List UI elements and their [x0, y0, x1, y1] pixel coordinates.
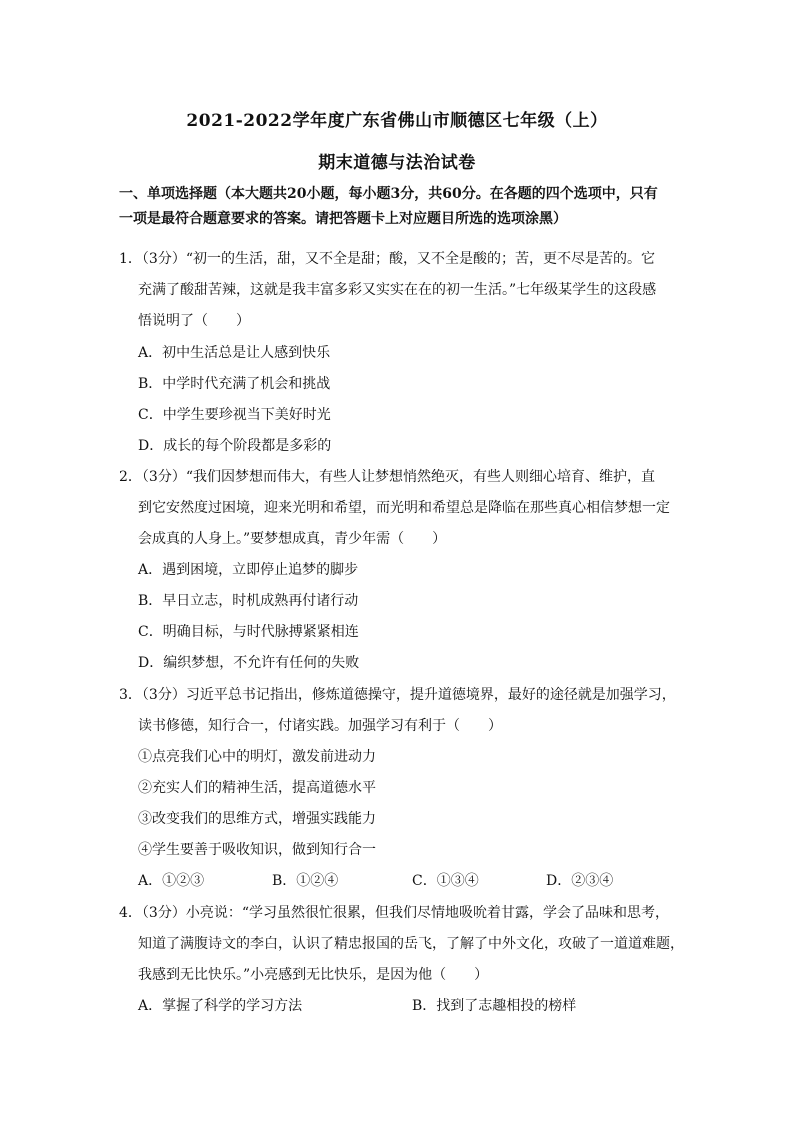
- question-2-option-d: D．编织梦想，不允许有任何的失败: [138, 655, 360, 671]
- question-3-statement-4: ④学生要善于吸收知识，做到知行合一: [138, 842, 376, 858]
- exam-title-line2: 期末道德与法治试卷: [318, 153, 476, 173]
- question-3-answer-b: B．①②④: [272, 873, 339, 889]
- question-3-answer-a: A．①②③: [138, 873, 205, 889]
- question-1-line3: 悟说明了（ ）: [138, 313, 250, 329]
- question-3-statement-2: ②充实人们的精神生活，提高道德水平: [138, 780, 376, 796]
- section-heading-line2: 一项是最符合题意要求的答案。请把答题卡上对应题目所选的选项涂黑）: [119, 211, 567, 227]
- question-4-answer-a: A．掌握了科学的学习方法: [138, 998, 303, 1014]
- question-3-line2: 读书修德，知行合一，付诸实践。加强学习有利于（ ）: [138, 718, 502, 734]
- question-1-option-c: C．中学生要珍视当下美好时光: [138, 407, 331, 423]
- question-1-option-b: B．中学时代充满了机会和挑战: [138, 376, 331, 392]
- section-heading-line1: 一、单项选择题（本大题共20小题，每小题3分，共60分。在各题的四个选项中，只有: [119, 186, 658, 202]
- question-3-answer-c: C．①③④: [412, 873, 479, 889]
- question-2-option-b: B．早日立志，时机成熟再付诸行动: [138, 593, 359, 609]
- question-3-answer-d: D．②③④: [546, 873, 614, 889]
- question-3-statement-3: ③改变我们的思维方式，增强实践能力: [138, 811, 376, 827]
- question-4-line2: 知道了满腹诗文的李白，认识了精忠报国的岳飞，了解了中外文化，攻破了一道道难题，: [138, 936, 684, 952]
- question-4-answer-b: B．找到了志趣相投的榜样: [412, 998, 577, 1014]
- question-1-option-a: A．初中生活总是让人感到快乐: [138, 345, 331, 361]
- question-3-line1: 3．（3分）习近平总书记指出，修炼道德操守，提升道德境界，最好的途径就是加强学习，: [119, 687, 676, 703]
- section-heading: [119, 182, 679, 232]
- question-2-option-a: A．遇到困境，立即停止追梦的脚步: [138, 562, 359, 578]
- question-1-line1: 1．（3分）“初一的生活，甜，又不全是甜；酸，又不全是酸的；苦，更不尽是苦的。它: [119, 251, 655, 267]
- question-1-option-d: D．成长的每个阶段都是多彩的: [138, 438, 332, 454]
- question-3-statement-1: ①点亮我们心中的明灯，激发前进动力: [138, 749, 376, 765]
- question-2-line2: 到它安然度过困境，迎来光明和希望，而光明和希望总是降临在那些真心相信梦想一定: [138, 500, 670, 516]
- question-1-line2: 充满了酸甜苦辣，这就是我丰富多彩又实实在在的初一生活。”七年级某学生的这段感: [138, 282, 657, 298]
- question-4-line3: 我感到无比快乐。”小亮感到无比快乐，是因为他（ ）: [138, 967, 489, 983]
- question-2-line1: 2．（3分）“我们因梦想而伟大，有些人让梦想悄然绝灭，有些人则细心培育、维护，直: [119, 469, 655, 485]
- question-4-line1: 4．（3分）小亮说：“学习虽然很忙很累，但我们尽情地吸吮着甘露，学会了品味和思考，: [119, 905, 669, 921]
- question-2-line3: 会成真的人身上。”要梦想成真，青少年需（ ）: [138, 531, 447, 547]
- question-2-option-c: C．明确目标，与时代脉搏紧紧相连: [138, 624, 359, 640]
- exam-title-line1: 2021-2022学年度广东省佛山市顺德区七年级（上）: [186, 111, 608, 131]
